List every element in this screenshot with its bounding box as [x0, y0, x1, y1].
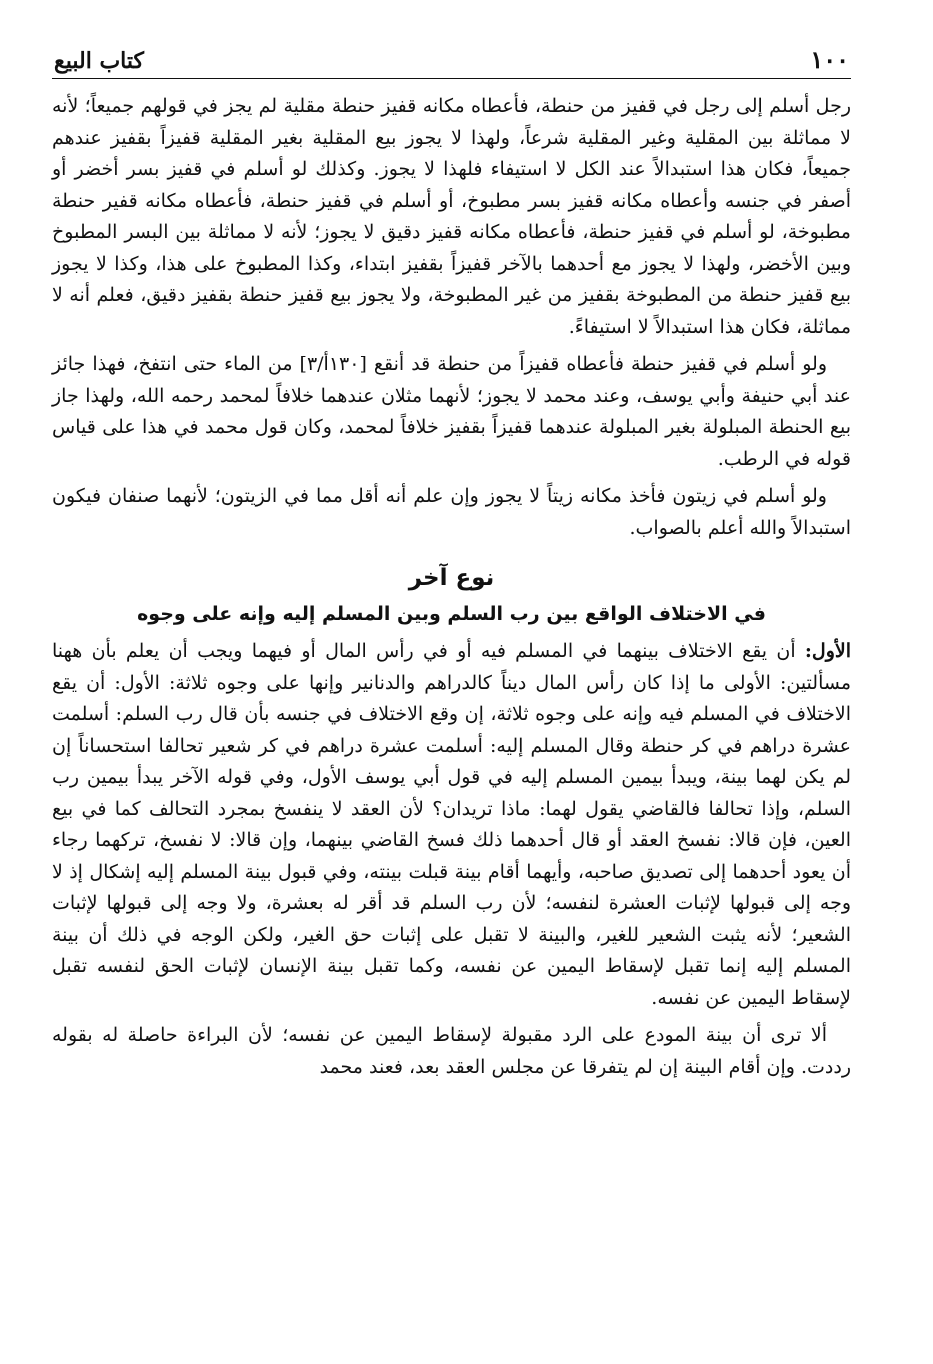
paragraph-2: ولو أسلم في قفيز حنطة فأعطاه قفيزاً من حنطة قد أنقع [١٣٠أ/٣] من الماء حتى انتفخ، فهذا جائز عند أبي حنيفة وأبي يوسف، وعند محمد لا يجوز؛ لأنهما مثلان عندهما خلافاً لمحمد رحمه الله، ولهذا جاز بيع الحنطة المبلولة بغير المبلولة عندهما قفيزاً بقفيز خلافاً لمحمد، وكان قول محمد في هذا على قياس قوله في الرطب. — [52, 353, 851, 470]
paragraph-4 — [52, 636, 851, 1014]
paragraph-1: رجل أسلم إلى رجل في قفيز من حنطة، فأعطاه مكانه قفيز حنطة مقلية لم يجز في قولهم جميعاً؛ لأنه لا مماثلة بين المقلية وغير المقلية شرعاً، ولهذا لا يجوز بيع المقلية بغير المقلية قفيزاً بقفيز عندهم جميعاً، فكان هذا استبدالاً عند الكل لا استيفاء فلهذا لا يجوز. وكذلك لو أسلم في قفيز بسر أخضر أو أصفر في جنسه وأعطاه مكانه قفيز بسر مطبوخ، أو أسلم في قفيز حنطة، فأعطاه مكانه قفير حنطة مطبوخة، لو أسلم في قفيز حنطة، فأعطاه مكانه قفيز دقيق لا يجوز؛ لأنه لا مماثلة بين البسر المطبوخ وبين الأخضر، ولهذا لا يجوز مع أحدهما بالآخر قفيزاً بقفيز ابتداء، وكذا المطبوخ على هذا، وكذا لا يجوز بيع قفيز حنطة من المطبوخة بقفيز من غير المطبوخة، ولا يجوز بيع قفيز حنطة بقفيز دقيق، فعلم أنه لا مماثلة، فكان هذا استبدالاً لا استيفاءً. — [52, 95, 851, 338]
page-header — [52, 30, 851, 79]
section-subtitle: في الاختلاف الواقع بين رب السلم وبين المسلم إليه وإنه على وجوه — [137, 603, 766, 625]
book-page — [52, 30, 851, 1344]
section-title: نوع آخر — [408, 565, 495, 591]
paragraph-5: ألا ترى أن بينة المودع على الرد مقبولة لإسقاط اليمين عن نفسه؛ لأن البراءة حاصلة له بقوله رددت. وإن أقام البينة إن لم يتفرقا عن مجلس العقد بعد، فعند محمد — [52, 1024, 851, 1078]
paragraph-3: ولو أسلم في زيتون فأخذ مكانه زيتاً لا يجوز وإن علم أنه أقل مما في الزيتون؛ لأنهما صنفان فيكون استبدالاً والله أعلم بالصواب. — [52, 485, 851, 539]
paragraph-4-lead: الأول: — [804, 640, 851, 662]
page-body — [52, 91, 851, 1083]
paragraph-4-text: أن يقع الاختلاف بينهما في المسلم فيه أو في رأس المال أو فيهما ويجب أن يعلم بأن ههنا مسألتين: الأولى ما إذا كان رأس المال ديناً كالدراهم والدنانير وإنها على وجوه ثلاثة: الأول: أن يقع الاختلاف في المسلم فيه وإنه على وجوه ثلاثة، إن وقع الاختلاف في جنسه بأن قال رب السلم: أسلمت عشرة دراهم في كر حنطة وقال المسلم إليه: أسلمت عشرة دراهم في كر شعير تحالفا استحساناً إن لم يكن لهما بينة، ويبدأ بيمين المسلم إليه في قول أبي يوسف الأول، وفي قوله الآخر يبدأ بيمين رب السلم، وإذا تحالفا فالقاضي يقول لهما: ماذا تريدان؟ لأن العقد لا ينفسخ بمجرد التحالف كما في بيع العين، فإن قالا: نفسخ العقد أو قال أحدهما ذلك فسخ القاضي بينهما، وإن قالا: لا نفسخ، تركهما رجاء أن يعود أحدهما إلى تصديق صاحبه، وأيهما أقام بينة قبلت بينته، وفي قبول بينة المسلم إليه إشكال إذ لا وجه إلى قبولها لإثبات العشرة لنفسه؛ لأن رب السلم قد أقر له بعشرة، ولا وجه إلى قبولها لإثبات الشعير؛ لأنه يثبت الشعير للغير، والبينة لا تقبل على إثبات حق الغير، ولكن الوجه في ذلك أن بينة المسلم إليه إنما تقبل لإسقاط اليمين عن نفسه، وكما تقبل بينة الإنسان لإثبات الحق لنفسه تقبل لإسقاط اليمين عن نفسه. — [52, 640, 851, 1009]
running-title: كتاب البيع — [54, 48, 144, 74]
page-number: ١٠٠ — [810, 45, 849, 74]
